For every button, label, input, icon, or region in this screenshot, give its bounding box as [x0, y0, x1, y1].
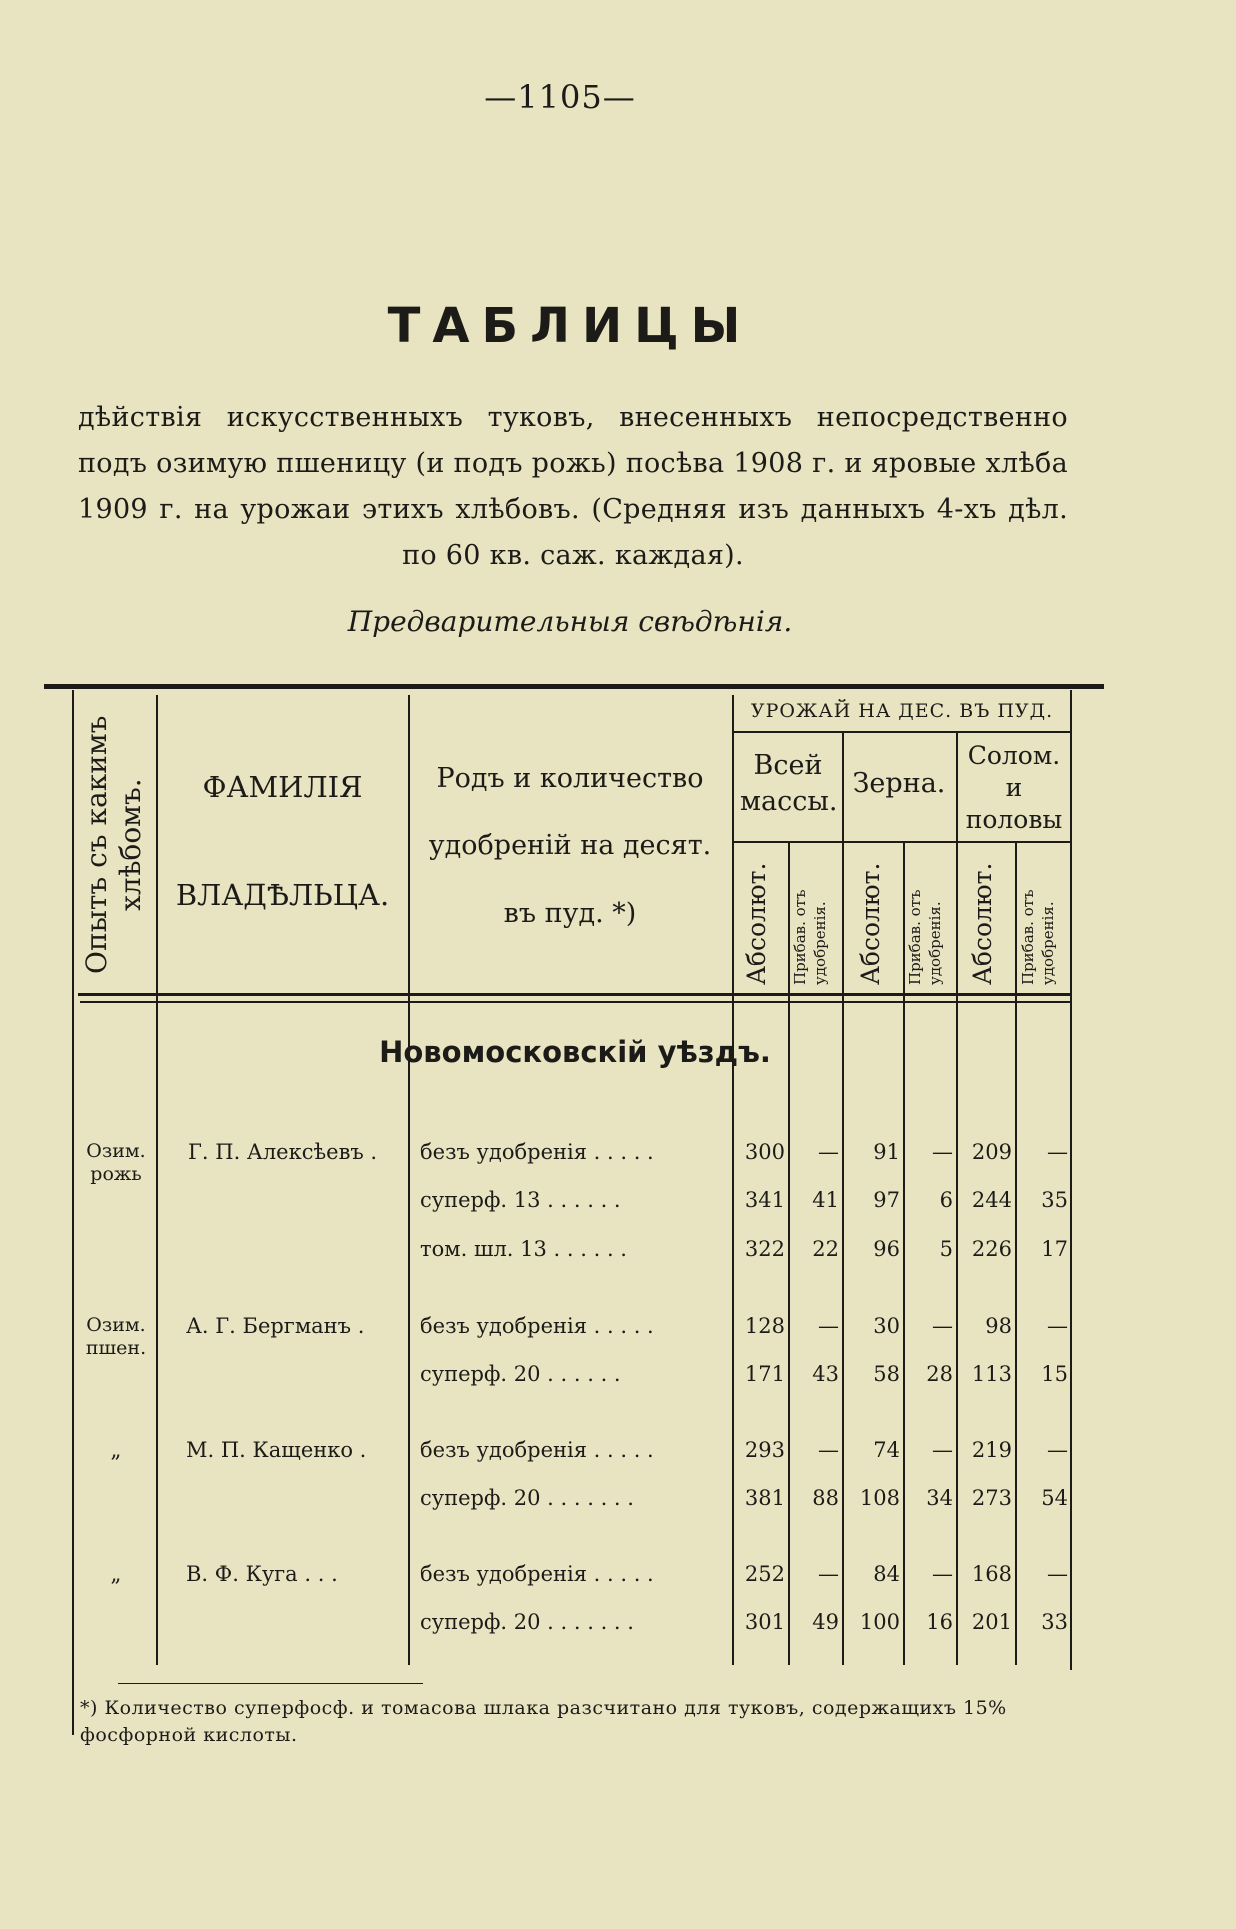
straw-absolute: 273	[971, 1486, 1012, 1510]
straw-increase: —	[1047, 1562, 1068, 1586]
fertilizer-cell: суперф. 20 . . . . . . .	[420, 1610, 634, 1634]
fertilizer-cell: безъ удобренія . . . . .	[420, 1140, 654, 1164]
col-divider	[956, 733, 958, 1665]
preliminary-note: Предварительныя свѣдѣнія.	[347, 605, 793, 638]
header-grain-increase: Прибав. отъ удобренія.	[906, 889, 944, 985]
col-divider	[842, 733, 844, 1665]
header-mass-absolute: Абсолют.	[742, 862, 771, 985]
grain-absolute: 30	[873, 1314, 900, 1338]
mass-absolute: 171	[744, 1362, 785, 1386]
table-right-border	[1070, 690, 1072, 1670]
mass-absolute: 252	[744, 1562, 785, 1586]
owner-cell: А. Г. Бергманъ .	[186, 1314, 365, 1338]
fertilizer-cell: суперф. 20 . . . . . .	[420, 1362, 621, 1386]
grain-increase: 16	[926, 1610, 953, 1634]
mass-increase: 41	[812, 1188, 839, 1212]
header-straw-absolute: Абсолют.	[968, 862, 997, 985]
straw-increase: 33	[1041, 1610, 1068, 1634]
mass-increase: —	[818, 1438, 839, 1462]
straw-increase: —	[1047, 1314, 1068, 1338]
grain-increase: —	[932, 1314, 953, 1338]
header-grain: Зерна.	[852, 768, 946, 799]
mass-absolute: 341	[744, 1188, 785, 1212]
col-divider	[408, 695, 410, 1665]
fertilizer-cell: безъ удобренія . . . . .	[420, 1562, 654, 1586]
straw-increase: 35	[1041, 1188, 1068, 1212]
header-surname-2: ВЛАДѢЛЬЦА.	[175, 878, 390, 912]
mass-absolute: 128	[744, 1314, 785, 1338]
grain-increase: 5	[939, 1237, 953, 1261]
straw-increase: 17	[1041, 1237, 1068, 1261]
header-bottom-rule	[78, 993, 1070, 996]
mass-absolute: 301	[744, 1610, 785, 1634]
mass-absolute: 293	[744, 1438, 785, 1462]
header-surname-1: ФАМИЛІЯ	[202, 770, 363, 804]
mass-absolute: 300	[744, 1140, 785, 1164]
header-bottom-rule-2	[80, 1001, 1070, 1003]
page-number: —1105—	[484, 78, 636, 116]
straw-increase: —	[1047, 1438, 1068, 1462]
header-fertilizer-3: въ пуд. *)	[503, 898, 637, 929]
grain-increase: —	[932, 1140, 953, 1164]
owner-cell: Г. П. Алексѣевъ .	[188, 1140, 378, 1164]
grain-absolute: 74	[873, 1438, 900, 1462]
mass-increase: 22	[812, 1237, 839, 1261]
col-divider	[156, 695, 158, 1665]
col-divider	[1015, 843, 1017, 1665]
straw-absolute: 168	[971, 1562, 1012, 1586]
crop-cell: „	[110, 1438, 122, 1462]
straw-absolute: 201	[971, 1610, 1012, 1634]
straw-absolute: 219	[971, 1438, 1012, 1462]
mass-increase: 43	[812, 1362, 839, 1386]
yield-group-rule	[732, 731, 1070, 733]
district-heading: Новомосковскій уѣздъ.	[379, 1035, 771, 1069]
grain-increase: —	[932, 1562, 953, 1586]
fertilizer-cell: безъ удобренія . . . . .	[420, 1314, 654, 1338]
straw-absolute: 209	[971, 1140, 1012, 1164]
grain-increase: 6	[939, 1188, 953, 1212]
straw-increase: —	[1047, 1140, 1068, 1164]
header-mass-increase: Прибав. отъ удобренія.	[791, 889, 829, 985]
header-straw: Солом. и половы	[965, 741, 1063, 834]
mass-absolute: 322	[744, 1237, 785, 1261]
straw-increase: 54	[1041, 1486, 1068, 1510]
crop-cell: „	[110, 1562, 122, 1586]
header-straw-increase: Прибав. отъ удобренія.	[1019, 889, 1057, 985]
grain-absolute: 91	[873, 1140, 900, 1164]
mass-increase: —	[818, 1562, 839, 1586]
header-experiment: Опытъ съ какимъ хлѣбомъ.	[80, 715, 147, 975]
grain-increase: —	[932, 1438, 953, 1462]
table-left-border	[72, 690, 74, 1735]
header-total-mass: Всей массы.	[740, 750, 838, 817]
footnote-rule	[118, 1683, 423, 1684]
header-fertilizer-1: Родъ и количество	[436, 763, 704, 794]
owner-cell: В. Ф. Куга . . .	[186, 1562, 338, 1586]
crop-cell: Озим. рожь	[86, 1140, 146, 1185]
straw-absolute: 244	[971, 1188, 1012, 1212]
straw-absolute: 98	[985, 1314, 1012, 1338]
grain-absolute: 108	[859, 1486, 900, 1510]
subtitle: дѣйствія искусственныхъ туковъ, внесенныхъ непосредственно подъ озимую пшеницу (и подъ рожь) посѣва 1908 г. и яровые хлѣба 1909 г. на урожаи этихъ хлѣбовъ. (Средняя изъ данныхъ 4-хъ дѣл. по 60 кв. саж. каждая).	[78, 402, 1068, 571]
subheader-rule	[732, 841, 1070, 843]
grain-absolute: 100	[859, 1610, 900, 1634]
grain-absolute: 97	[873, 1188, 900, 1212]
owner-cell: М. П. Кащенко .	[186, 1438, 367, 1462]
straw-absolute: 113	[971, 1362, 1012, 1386]
straw-increase: 15	[1041, 1362, 1068, 1386]
mass-absolute: 381	[744, 1486, 785, 1510]
header-grain-absolute: Абсолют.	[856, 862, 885, 985]
footnote: *) Количество суперфосф. и томасова шлака разсчитано для туковъ, содержащихъ 15% фосфорной кислоты.	[80, 1697, 1007, 1746]
fertilizer-cell: безъ удобренія . . . . .	[420, 1438, 654, 1462]
fertilizer-cell: суперф. 13 . . . . . .	[420, 1188, 621, 1212]
grain-absolute: 58	[873, 1362, 900, 1386]
mass-increase: —	[818, 1314, 839, 1338]
straw-absolute: 226	[971, 1237, 1012, 1261]
fertilizer-cell: том. шл. 13 . . . . . .	[420, 1237, 627, 1261]
crop-cell: Озим. пшен.	[85, 1314, 147, 1359]
grain-absolute: 96	[873, 1237, 900, 1261]
mass-increase: —	[818, 1140, 839, 1164]
grain-absolute: 84	[873, 1562, 900, 1586]
grain-increase: 34	[926, 1486, 953, 1510]
header-fertilizer-2: удобреній на десят.	[428, 830, 712, 861]
header-yield-group: УРОЖАЙ НА ДЕС. ВЪ ПУД.	[750, 700, 1054, 722]
grain-increase: 28	[926, 1362, 953, 1386]
page-title: ТАБЛИЦЫ	[387, 298, 753, 354]
mass-increase: 88	[812, 1486, 839, 1510]
mass-increase: 49	[812, 1610, 839, 1634]
table-top-rule	[44, 684, 1104, 689]
fertilizer-cell: суперф. 20 . . . . . . .	[420, 1486, 634, 1510]
